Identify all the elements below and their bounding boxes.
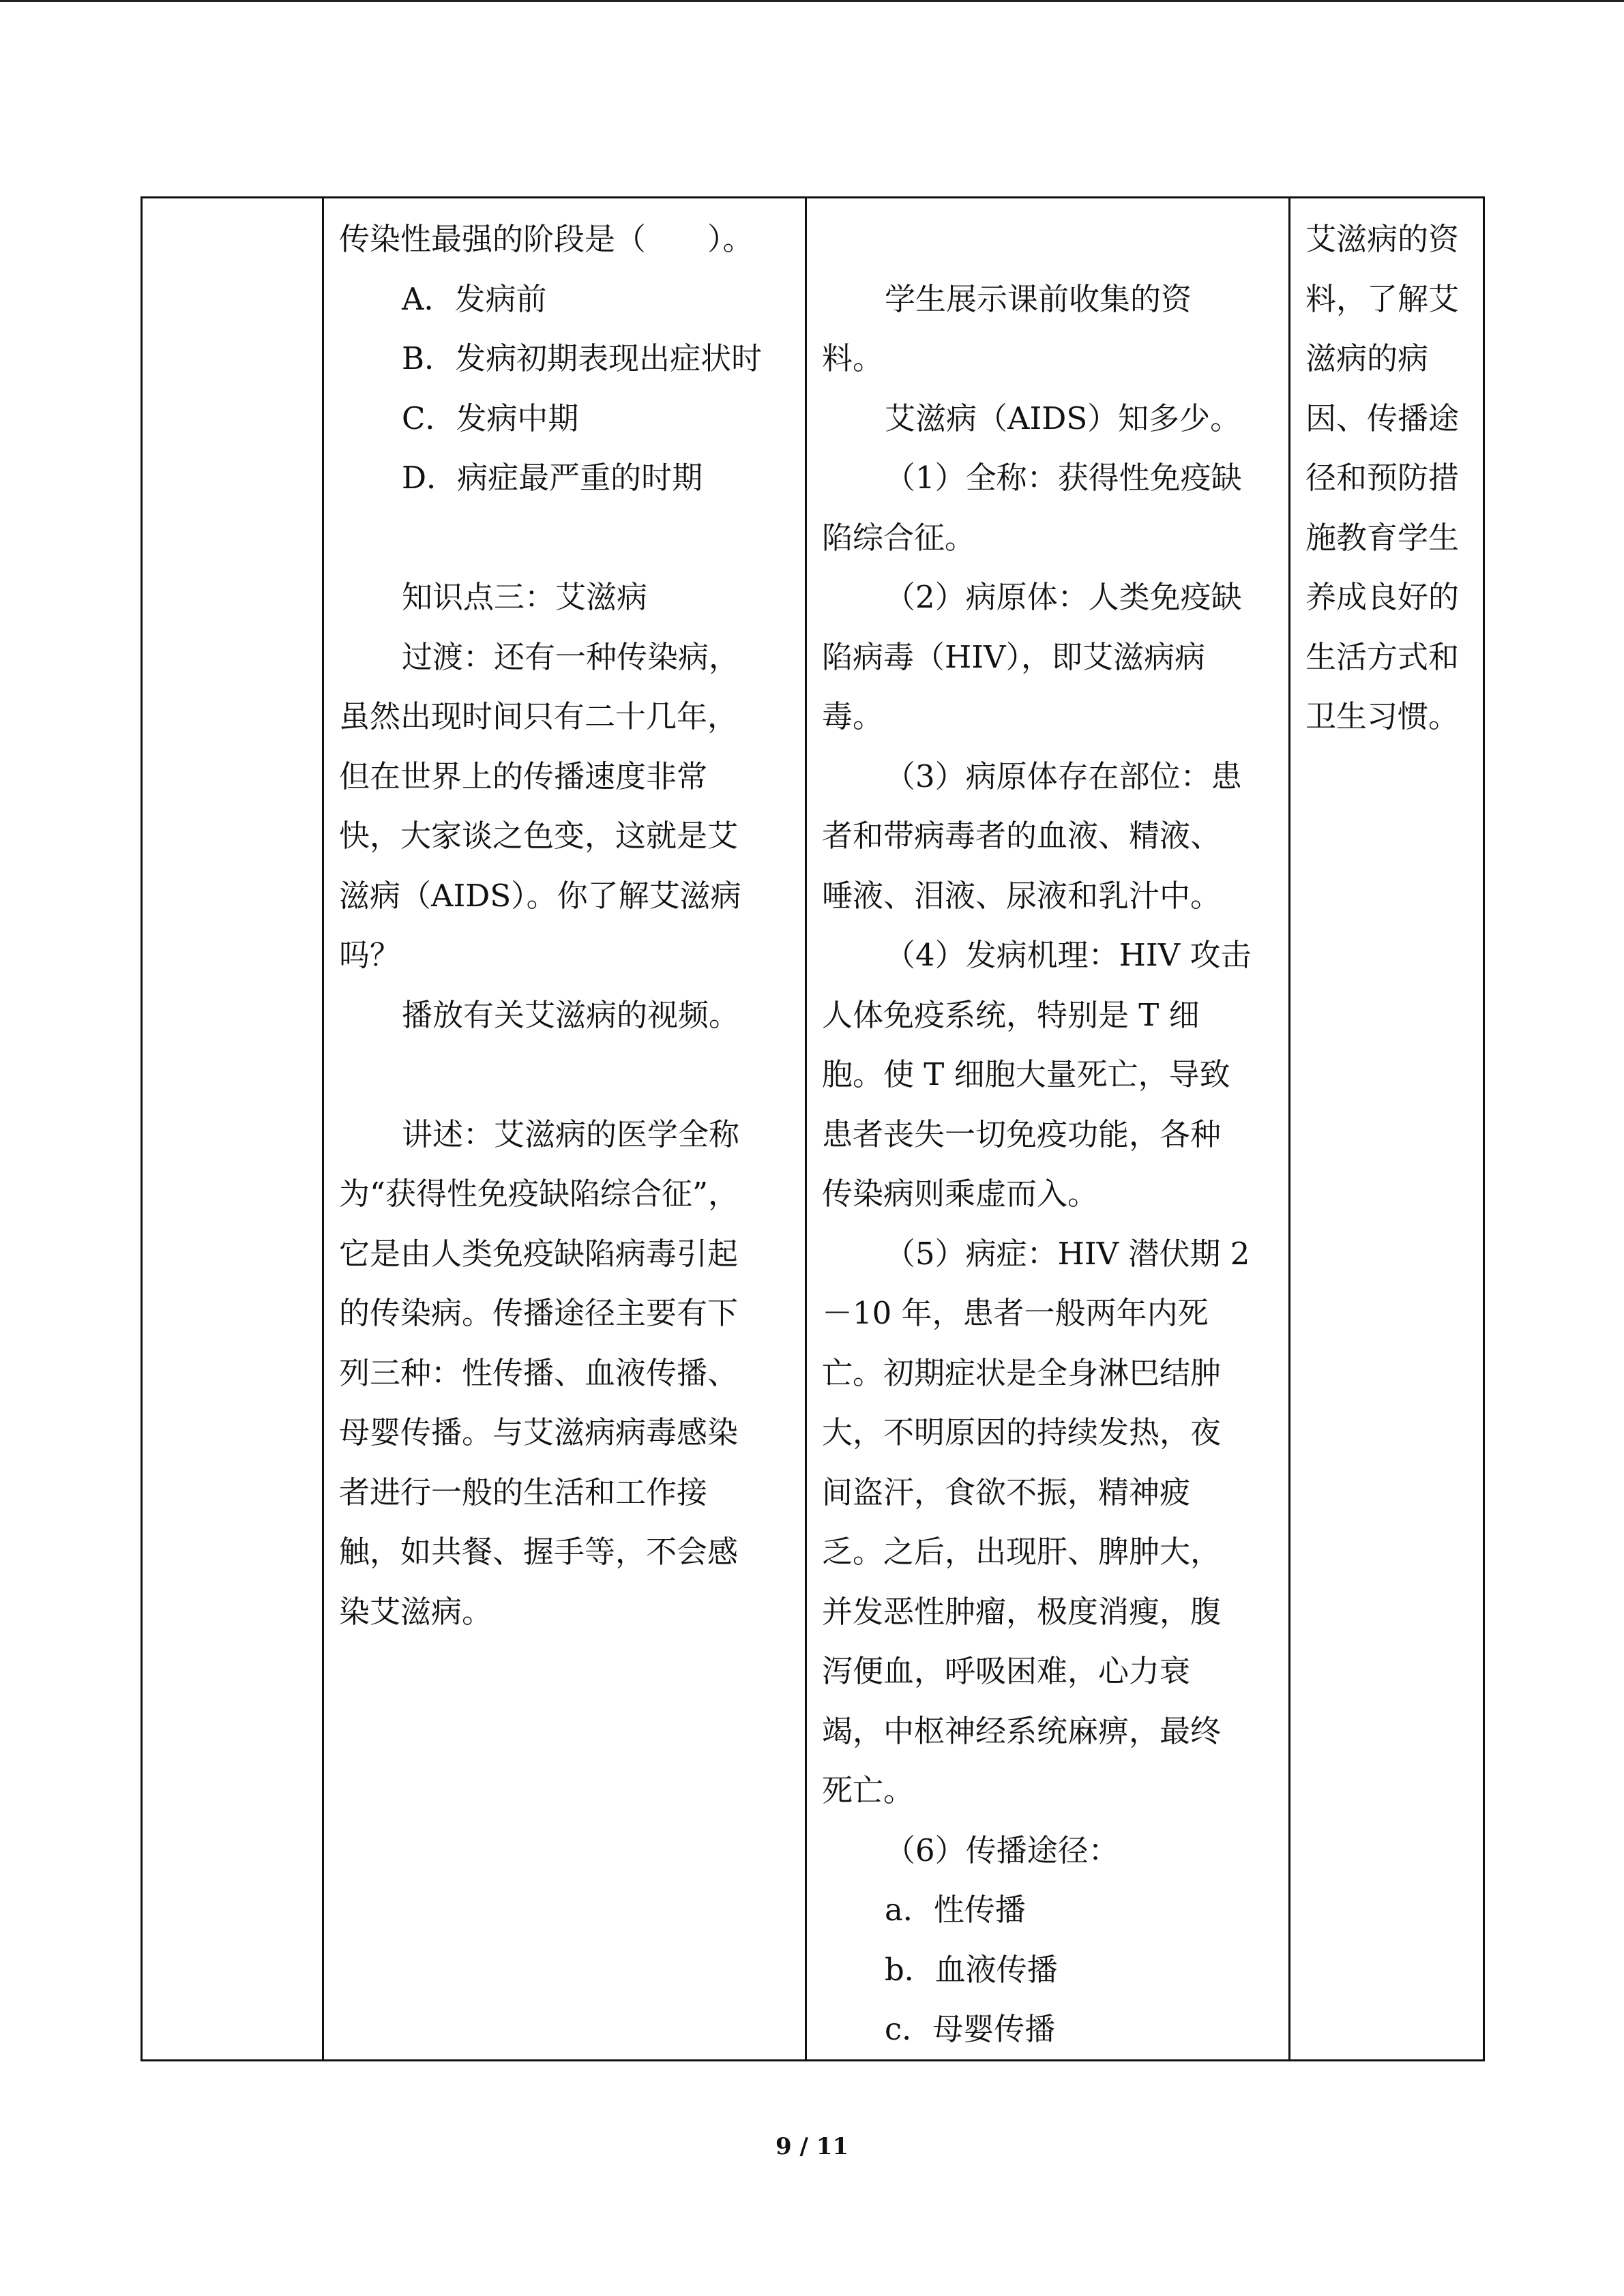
text-line: 艾滋病的资 [1305, 221, 1460, 257]
text-line: （6）传播途径： [885, 1832, 1119, 1868]
text-line: 的传染病。传播途径主要有下 [339, 1295, 739, 1331]
text-line: 料，了解艾 [1305, 280, 1460, 317]
text-line: （1）全称：获得性免疫缺 [885, 460, 1242, 496]
text-line: 竭，中枢神经系统麻痹，最终 [822, 1712, 1222, 1749]
text-line: C．发病中期 [402, 400, 579, 436]
text-line: 陷综合征。 [822, 519, 976, 556]
cell-design-intent [1290, 198, 1484, 2061]
text-line: （2）病原体：人类免疫缺 [885, 579, 1242, 615]
text-line: 学生展示课前收集的资 [885, 280, 1192, 317]
text-line: （5）病症：HIV 潜伏期 2 [885, 1235, 1250, 1272]
text-line: 染艾滋病。 [339, 1593, 493, 1630]
page-number: 9 / 11 [775, 2133, 849, 2160]
student-activity-text [822, 209, 1273, 2059]
text-line [822, 209, 1273, 269]
text-line: c．母婴传播 [885, 2011, 1056, 2047]
text-line: 胞。使 T 细胞大量死亡，导致 [822, 1056, 1230, 1092]
text-line [339, 1045, 790, 1105]
text-line: a．性传播 [885, 1892, 1026, 1928]
text-line: A．发病前 [402, 280, 547, 317]
text-line: 施教育学生 [1305, 519, 1460, 556]
text-line: 生活方式和 [1305, 638, 1460, 675]
text-line: （4）发病机理：HIV 攻击 [885, 937, 1252, 973]
cell-teacher-activity [323, 198, 806, 2061]
text-line: 泻便血，呼吸困难，心力衰 [822, 1653, 1191, 1689]
text-line: 卫生习惯。 [1305, 698, 1460, 734]
text-line: 滋病（AIDS）。你了解艾滋病 [339, 877, 741, 914]
text-line: 间盗汗，食欲不振，精神疲 [822, 1474, 1191, 1510]
text-line: 亡。初期症状是全身淋巴结肿 [822, 1354, 1222, 1391]
top-border-line [0, 0, 1624, 2]
teacher-activity-text [339, 209, 790, 1641]
text-line: 因、传播途 [1305, 400, 1460, 436]
text-line: 陷病毒（HIV），即艾滋病病 [822, 638, 1206, 675]
text-line: 者和带病毒者的血液、精液、 [822, 818, 1222, 854]
lesson-plan-table [141, 196, 1485, 2061]
text-line: 为“获得性免疫缺陷综合征”， [339, 1176, 739, 1212]
cell-student-activity [806, 198, 1290, 2061]
text-line: 过渡：还有一种传染病， [402, 638, 740, 675]
text-line: －10 年，患者一般两年内死 [822, 1295, 1209, 1331]
text-line: 料。 [822, 340, 884, 376]
text-line [339, 508, 790, 568]
text-line: 虽然出现时间只有二十几年， [339, 698, 739, 734]
text-line: 知识点三：艾滋病 [402, 579, 648, 615]
design-intent-text [1305, 209, 1468, 747]
text-line: 但在世界上的传播速度非常 [339, 758, 708, 794]
text-line: 播放有关艾滋病的视频。 [402, 996, 740, 1033]
table-row [142, 198, 1484, 2061]
text-line: 滋病的病 [1305, 340, 1429, 376]
text-line: 死亡。 [822, 1772, 915, 1808]
text-line: 它是由人类免疫缺陷病毒引起 [339, 1235, 739, 1272]
text-line: D．病症最严重的时期 [402, 460, 703, 496]
text-line: （3）病原体存在部位：患 [885, 758, 1242, 794]
text-line: 毒。 [822, 698, 884, 734]
text-line: 人体免疫系统，特别是 T 细 [822, 996, 1200, 1033]
text-line: 者进行一般的生活和工作接 [339, 1474, 708, 1510]
text-line: 艾滋病（AIDS）知多少。 [885, 400, 1241, 436]
text-line: b．血液传播 [885, 1951, 1058, 1988]
text-line: 并发恶性肿瘤，极度消瘦，腹 [822, 1593, 1222, 1630]
text-line: 快，大家谈之色变，这就是艾 [339, 818, 739, 854]
text-line: 母婴传播。与艾滋病病毒感染 [339, 1414, 739, 1450]
text-line: 触，如共餐、握手等，不会感 [339, 1534, 739, 1570]
text-line: 大，不明原因的持续发热，夜 [822, 1414, 1222, 1450]
cell-section [142, 198, 323, 2061]
text-line: 唾液、泪液、尿液和乳汁中。 [822, 877, 1222, 914]
text-line: 传染性最强的阶段是（ ）。 [339, 221, 754, 257]
text-line: 讲述：艾滋病的医学全称 [402, 1116, 740, 1152]
text-line: B．发病初期表现出症状时 [402, 340, 763, 376]
text-line: 列三种：性传播、血液传播、 [339, 1354, 739, 1391]
text-line: 径和预防措 [1305, 460, 1460, 496]
text-line: 养成良好的 [1305, 579, 1460, 615]
text-line: 乏。之后，出现肝、脾肿大， [822, 1534, 1222, 1570]
text-line: 吗？ [339, 937, 401, 973]
text-line: 传染病则乘虚而入。 [822, 1176, 1099, 1212]
text-line: 患者丧失一切免疫功能，各种 [822, 1116, 1222, 1152]
